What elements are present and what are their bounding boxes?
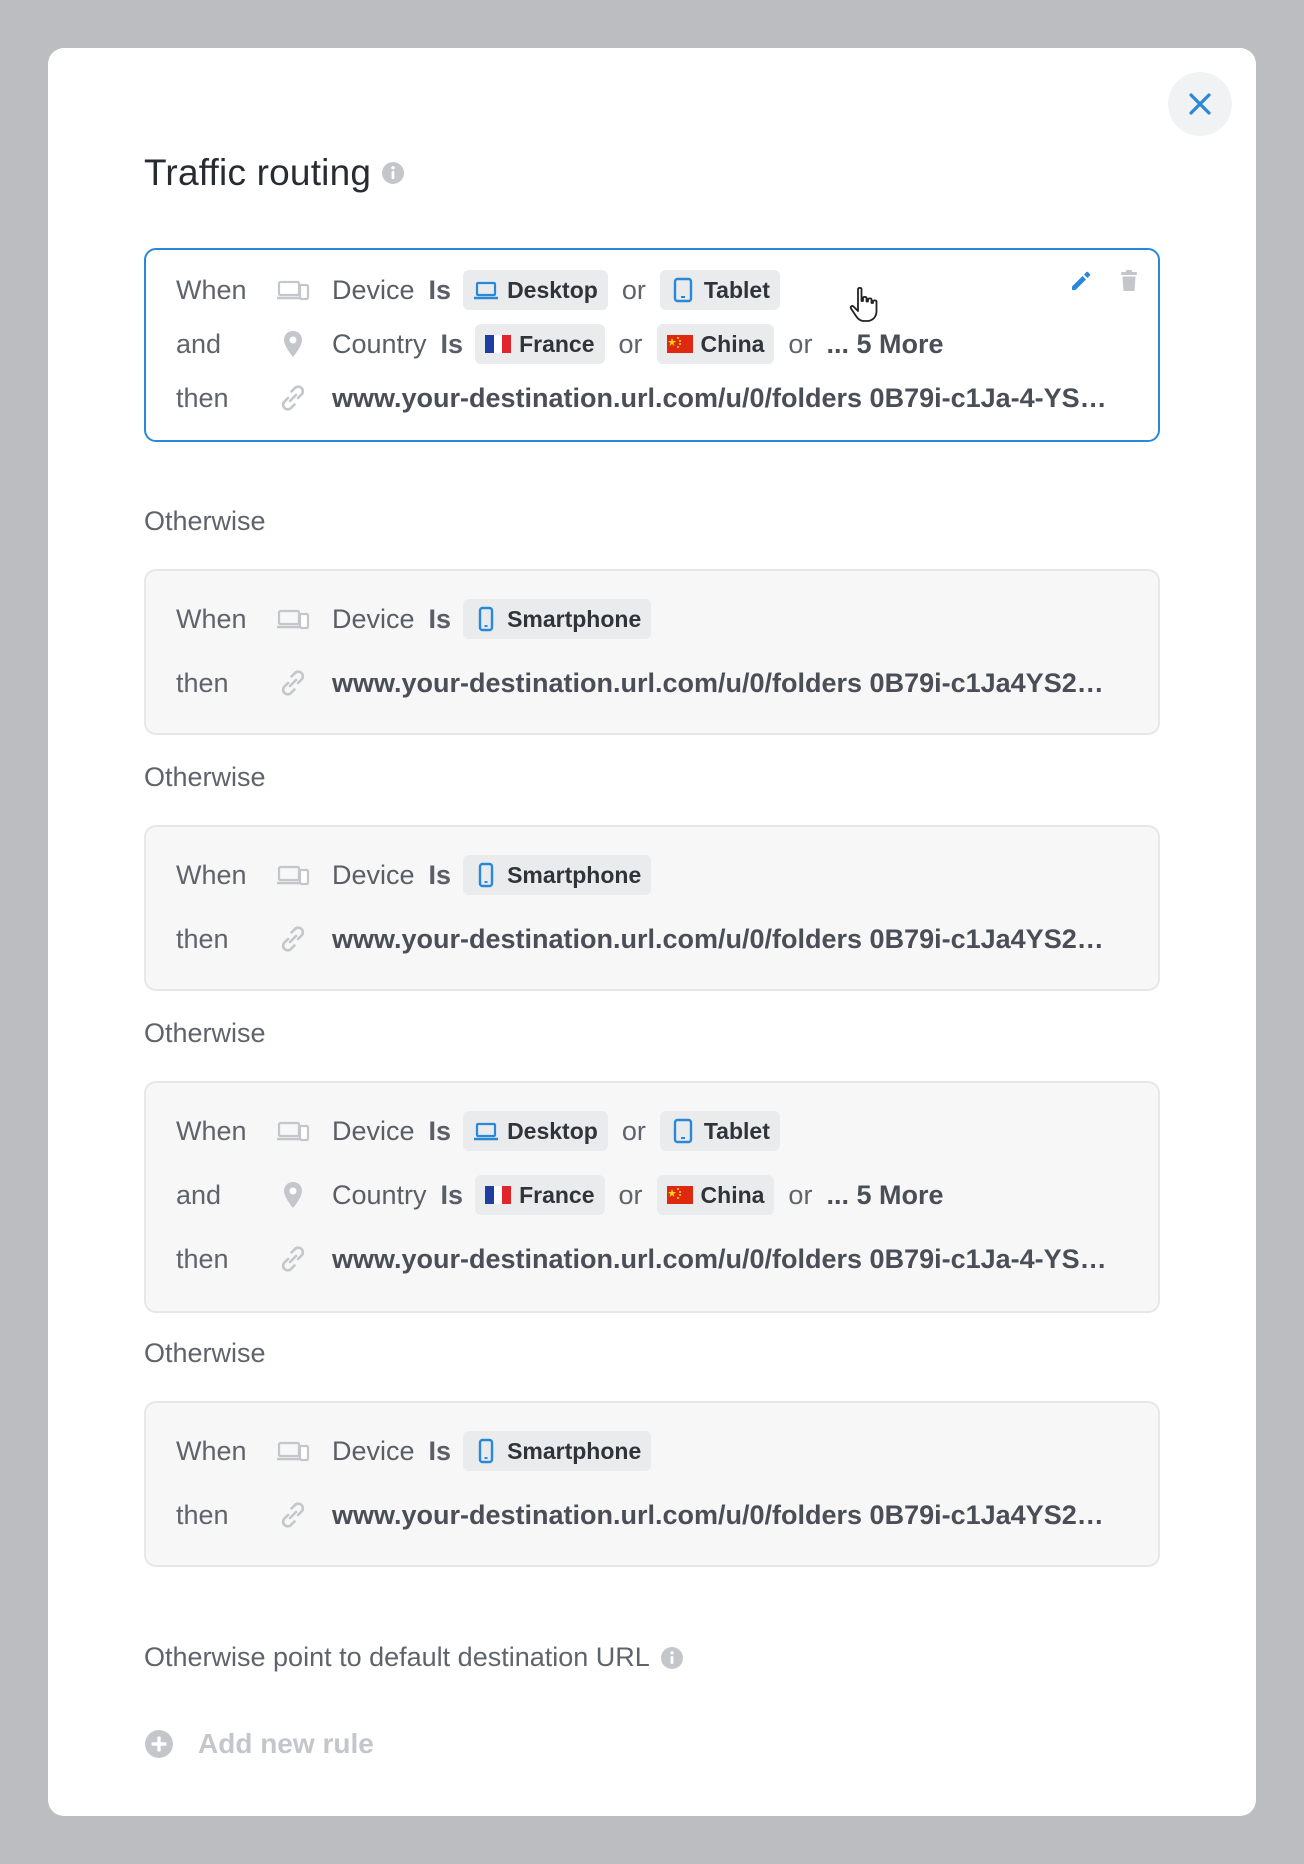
france-flag-icon [485,335,511,353]
smartphone-icon [473,1438,499,1464]
rule-card-3[interactable] [144,825,1160,991]
laptop-icon [473,277,499,303]
more-countries-link[interactable]: ... 5 More [826,1179,944,1210]
condition-operator: Is [428,859,452,890]
condition-row-device [146,1428,1158,1474]
more-countries-link[interactable]: ... 5 More [826,328,944,359]
plus-circle-icon [144,1729,174,1759]
when-keyword: When [176,1435,247,1466]
then-keyword: then [176,1243,229,1274]
devices-icon [276,858,310,892]
condition-row-device [146,596,1158,642]
or-separator: or [788,328,813,359]
link-icon [276,666,310,700]
modal-header [144,150,405,196]
when-keyword: When [176,603,247,634]
condition-row-device [146,1108,1158,1154]
condition-field: Device [332,603,415,634]
condition-row-country [146,321,1158,367]
info-icon[interactable] [381,161,405,185]
china-flag-icon [667,335,693,353]
hand-pointer-cursor-icon [848,286,882,324]
condition-field: Device [332,1115,415,1146]
devices-icon [276,273,310,307]
link-icon [276,922,310,956]
tablet-icon [670,1118,696,1144]
and-keyword: and [176,1179,222,1210]
then-keyword: then [176,1499,229,1530]
or-separator: or [618,1179,643,1210]
default-destination-label: Otherwise point to default destination URL [144,1642,650,1672]
traffic-routing-modal [48,48,1256,1816]
destination-row [146,916,1158,962]
rule-card-1[interactable] [144,248,1160,442]
otherwise-label: Otherwise [144,1338,266,1368]
destination-url: www.your-destination.url.com/u/0/folders 0B79i-c1Ja-4-YS… [332,1243,1107,1274]
condition-operator: Is [440,328,464,359]
country-chip-france: France [475,324,604,364]
condition-operator: Is [428,274,452,305]
condition-operator: Is [428,1115,452,1146]
smartphone-icon [473,606,499,632]
condition-field: Device [332,859,415,890]
info-icon[interactable] [660,1646,684,1670]
device-chip-desktop: Desktop [463,270,608,310]
devices-icon [276,602,310,636]
devices-icon [276,1434,310,1468]
devices-icon [276,1114,310,1148]
device-chip-tablet: Tablet [660,270,780,310]
device-chip-desktop: Desktop [463,1111,608,1151]
france-flag-icon [485,1186,511,1204]
close-button[interactable] [1168,72,1232,136]
rule-card-2[interactable] [144,569,1160,735]
link-icon [276,381,310,415]
otherwise-label: Otherwise [144,506,266,536]
destination-row [146,375,1158,421]
condition-operator: Is [440,1179,464,1210]
or-separator: or [621,1115,646,1146]
condition-row-country [146,1172,1158,1218]
tablet-icon [670,277,696,303]
add-new-rule-button[interactable] [144,1728,374,1760]
destination-row [146,1236,1158,1282]
destination-url: www.your-destination.url.com/u/0/folders 0B79i-c1Ja4YS2… [332,1499,1104,1530]
device-chip-smartphone: Smartphone [463,1431,651,1471]
destination-url: www.your-destination.url.com/u/0/folders 0B79i-c1Ja4YS2… [332,923,1104,954]
rule-card-4[interactable] [144,1081,1160,1313]
otherwise-label: Otherwise [144,1018,266,1048]
condition-operator: Is [428,603,452,634]
when-keyword: When [176,274,247,305]
when-keyword: When [176,859,247,890]
china-flag-icon [667,1186,693,1204]
link-icon [276,1242,310,1276]
location-pin-icon [276,1178,310,1212]
condition-field: Device [332,274,415,305]
condition-field: Device [332,1435,415,1466]
then-keyword: then [176,382,229,413]
or-separator: or [621,274,646,305]
device-chip-smartphone: Smartphone [463,599,651,639]
destination-row [146,1492,1158,1538]
rule-card-5[interactable] [144,1401,1160,1567]
otherwise-label: Otherwise [144,762,266,792]
default-destination-row [144,1642,684,1673]
destination-url: www.your-destination.url.com/u/0/folders 0B79i-c1Ja4YS2… [332,667,1104,698]
then-keyword: then [176,923,229,954]
or-separator: or [788,1179,813,1210]
destination-row [146,660,1158,706]
laptop-icon [473,1118,499,1144]
device-chip-smartphone: Smartphone [463,855,651,895]
location-pin-icon [276,327,310,361]
smartphone-icon [473,862,499,888]
destination-url: www.your-destination.url.com/u/0/folders 0B79i-c1Ja-4-YS… [332,382,1107,413]
country-chip-china: China [657,324,775,364]
condition-row-device [146,852,1158,898]
and-keyword: and [176,328,222,359]
country-chip-china: China [657,1175,775,1215]
page-title: Traffic routing [144,152,372,193]
condition-field: Country [332,1179,427,1210]
when-keyword: When [176,1115,247,1146]
add-new-rule-label: Add new rule [198,1728,374,1759]
country-chip-france: France [475,1175,604,1215]
condition-row-device [146,267,1158,313]
close-icon [1186,90,1214,118]
link-icon [276,1498,310,1532]
device-chip-tablet: Tablet [660,1111,780,1151]
condition-operator: Is [428,1435,452,1466]
condition-field: Country [332,328,427,359]
then-keyword: then [176,667,229,698]
or-separator: or [618,328,643,359]
